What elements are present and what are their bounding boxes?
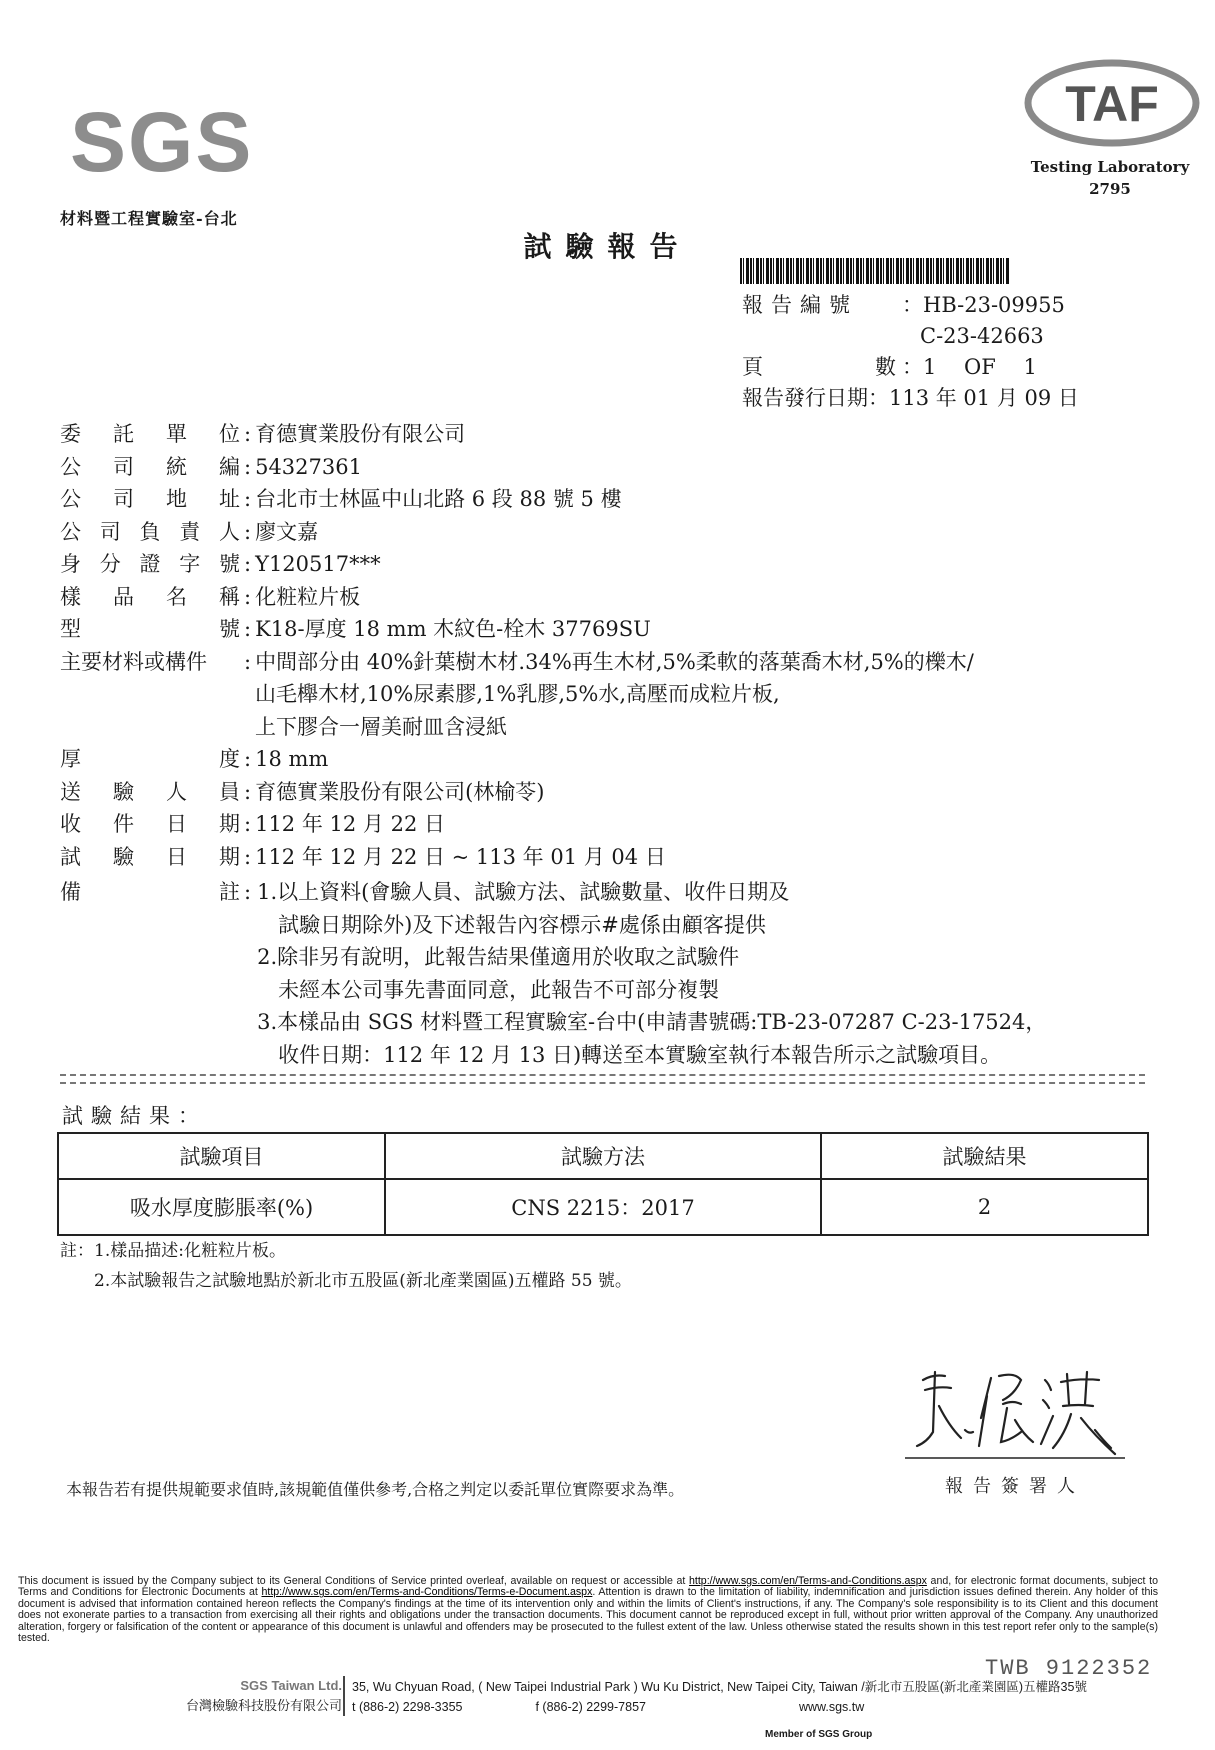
member-of-group: Member of SGS Group bbox=[765, 1729, 873, 1740]
field-label: 公 司 統 編 bbox=[60, 454, 240, 479]
fax-number: f (886-2) 2299-7857 bbox=[535, 1700, 646, 1714]
results-table bbox=[57, 1132, 1149, 1236]
field-label: 厚 度 bbox=[60, 747, 240, 771]
field-value: 54327361 bbox=[255, 454, 362, 479]
results-header-method: 試驗方法 bbox=[385, 1133, 821, 1179]
field-label: 公 司 負 責 人 bbox=[60, 519, 240, 544]
company-address: 35, Wu Chyuan Road, ( New Taipei Industrial Park ) Wu Ku District, New Taipei City, Taiwan /新北市五股區(新北產業園區)五權路35號 bbox=[352, 1680, 1087, 1694]
results-label: 試驗結果： bbox=[62, 1104, 207, 1128]
material-continued: 上下膠合一層美耐皿含浸紙 bbox=[255, 714, 507, 739]
taf-logo bbox=[1020, 55, 1200, 155]
field-row: 送 驗 人 員 : 育德實業股份有限公司(林榆苓) bbox=[60, 776, 974, 809]
specification-disclaimer: 本報告若有提供規範要求值時,該規範值僅供參考,合格之判定以委託單位實際要求為準。 bbox=[66, 1480, 685, 1499]
page-label-2: 數 bbox=[875, 355, 896, 379]
page-label: 頁 bbox=[742, 355, 763, 379]
field-row: 厚 度 : 18 mm bbox=[60, 743, 974, 776]
phone-number: t (886-2) 2298-3355 bbox=[352, 1700, 463, 1714]
legal-text-3: . Attention is drawn to the limitation of liability, indemnification and jurisdiction issues defined therein. Any holder of this document is advised that information contained hereon reflects the Company's findings at the time of its intervention only and within the limits of Client's instructions, if any. The Company's sole responsibility is to its Client and this document does not exonerate parties to a transaction from exercising all their rights and obligations under the transaction documents. This document cannot be reproduced except in full, without prior written approval of the Company. Any unauthorized alteration, forgery or falsification of the content or appearance of this document is unlawful and offenders may be prosecuted to the fullest extent of the law. Unless otherwise stated the results shown in this test report refer only to the sample(s) tested. bbox=[18, 1586, 1159, 1645]
barcode bbox=[740, 258, 1010, 284]
remark-line: 未經本公司事先書面同意，此報告不可部分複製 bbox=[257, 977, 720, 1002]
issue-date: ：113 年 01 月 09 日 bbox=[868, 386, 1079, 410]
report-meta bbox=[742, 290, 1079, 414]
remark-line: 2.除非另有說明，此報告結果僅適用於收取之試驗件 bbox=[257, 945, 740, 969]
field-value: 化粧粒片板 bbox=[255, 584, 361, 609]
field-value: Y120517*** bbox=[255, 552, 381, 576]
table-notes bbox=[60, 1236, 632, 1296]
field-value: 台北市士林區中山北路 6 段 88 號 5 樓 bbox=[255, 487, 622, 511]
lab-name: 材料暨工程實驗室-台北 bbox=[60, 209, 238, 228]
table-note-1: 註：1.樣品描述:化粧粒片板。 bbox=[60, 1241, 286, 1261]
taf-label: Testing Laboratory bbox=[1030, 158, 1190, 176]
result-item: 吸水厚度膨脹率(%) bbox=[58, 1179, 385, 1235]
field-row: 公 司 統 編 : 54327361 bbox=[60, 451, 974, 484]
field-value: 廖文嘉 bbox=[255, 519, 319, 544]
material-continued: 山毛櫸木材,10%尿素膠,1%乳膠,5%水,高壓而成粒片板, bbox=[255, 682, 780, 706]
field-value: 育德實業股份有限公司(林榆苓) bbox=[255, 779, 545, 804]
table-note-2: 2.本試驗報告之試驗地點於新北市五股區(新北產業園區)五權路 55 號。 bbox=[60, 1271, 632, 1291]
field-value: 112 年 12 月 22 日 bbox=[255, 812, 445, 836]
field-row: 主要材料或構件 : 中間部分由 40%針葉樹木材.34%再生木材,5%柔軟的落葉喬木材,5%的櫟木/ bbox=[60, 646, 974, 679]
field-label: 收 件 日 期 bbox=[60, 812, 240, 836]
field-row: 樣 品 名 稱 : 化粧粒片板 bbox=[60, 581, 974, 614]
field-value: K18-厚度 18 mm 木紋色-栓木 37769SU bbox=[255, 617, 651, 641]
result-value: 2 bbox=[821, 1179, 1148, 1235]
document-serial: TWB 9122352 bbox=[985, 1656, 1153, 1681]
report-number-label: 報告編號 bbox=[742, 293, 858, 317]
field-label: 主要材料或構件 bbox=[60, 649, 207, 674]
remarks: 備 註 : 1.以上資料(會驗人員、試驗方法、試驗數量、收件日期及 試驗日期除外)及下述報告內容標示#處係由顧客提供 2.除非另有說明，此報告結果僅適用於收取之試驗件 未經本公司事先書面同意，此報告不可部分複製 3.本樣品由 SGS 材料暨工程實驗室-台中(申請書號碼:TB-23-07287 C-23-17524， 收件日期：112 年 12 月 13 日)轉送至本實驗室執行本報告所示之試驗項目。 bbox=[60, 876, 1046, 1071]
field-row: 收 件 日 期 : 112 年 12 月 22 日 bbox=[60, 808, 974, 841]
field-row: 公 司 負 責 人 : 廖文嘉 bbox=[60, 516, 974, 549]
taf-caption bbox=[1025, 156, 1195, 200]
footer-company bbox=[120, 1676, 342, 1716]
field-value: 18 mm bbox=[255, 747, 329, 771]
field-row: 試 驗 日 期 : 112 年 12 月 22 日 ~ 113 年 01 月 04 日 bbox=[60, 841, 974, 874]
footer-divider bbox=[343, 1676, 345, 1716]
svg-text:TAF: TAF bbox=[1065, 76, 1159, 132]
field-label: 公 司 地 址 bbox=[60, 487, 240, 511]
remark-line: 3.本樣品由 SGS 材料暨工程實驗室-台中(申請書號碼:TB-23-07287 C-23-17524， bbox=[257, 1010, 1047, 1034]
report-number-2: C-23-42663 bbox=[920, 324, 1044, 348]
e-document-terms-link[interactable]: http://www.sgs.com/en/Terms-and-Conditions/Terms-e-Document.aspx bbox=[261, 1586, 593, 1599]
field-label: 樣 品 名 稱 bbox=[60, 584, 240, 609]
field-value: 育德實業股份有限公司 bbox=[255, 422, 466, 446]
field-row: 公 司 地 址 : 台北市士林區中山北路 6 段 88 號 5 樓 bbox=[60, 483, 974, 516]
field-value: 中間部分由 40%針葉樹木材.34%再生木材,5%柔軟的落葉喬木材,5%的櫟木/ bbox=[255, 649, 974, 674]
field-label: 型 號 bbox=[60, 617, 240, 641]
company-name-zh: 台灣檢驗科技股份有限公司 bbox=[185, 1698, 342, 1713]
remarks-label: 備 註 bbox=[60, 880, 240, 904]
remark-line: 試驗日期除外)及下述報告內容標示#處係由顧客提供 bbox=[257, 912, 766, 937]
issue-date-label: 報告發行日期 bbox=[742, 386, 868, 410]
sgs-logo: SGS bbox=[70, 95, 254, 189]
report-number-1: ：HB-23-09955 bbox=[902, 293, 1065, 317]
company-name-en: SGS Taiwan Ltd. bbox=[240, 1678, 342, 1693]
field-label: 委 託 單 位 bbox=[60, 422, 240, 446]
terms-link[interactable]: http://www.sgs.com/en/Terms-and-Conditions.aspx bbox=[689, 1575, 927, 1587]
results-header-result: 試驗結果 bbox=[821, 1133, 1148, 1179]
field-value: 112 年 12 月 22 日 ~ 113 年 01 月 04 日 bbox=[255, 844, 666, 869]
sample-info bbox=[60, 418, 974, 873]
results-header-item: 試驗項目 bbox=[58, 1133, 385, 1179]
legal-notice bbox=[18, 1576, 1158, 1644]
footer-contact bbox=[352, 1677, 1087, 1717]
legal-text-2: and, for electronic format documents, subject to Terms and Conditions for Electronic Documents at bbox=[18, 1575, 1158, 1599]
field-row: 委 託 單 位 : 育德實業股份有限公司 bbox=[60, 418, 974, 451]
legal-text-1: This document is issued by the Company subject to its General Conditions of Service printed overleaf, available on request or accessible at bbox=[18, 1575, 690, 1587]
section-divider bbox=[60, 1074, 1145, 1084]
table-row bbox=[58, 1179, 1148, 1235]
field-label: 試 驗 日 期 bbox=[60, 844, 240, 869]
page-title: 試驗報告 bbox=[523, 230, 692, 263]
field-label: 送 驗 人 員 bbox=[60, 779, 240, 804]
remark-line: 收件日期：112 年 12 月 13 日)轉送至本實驗室執行本報告所示之試驗項目。 bbox=[257, 1042, 1002, 1067]
signature bbox=[895, 1360, 1135, 1470]
result-method: CNS 2215：2017 bbox=[385, 1179, 821, 1235]
page-count: ：1 OF 1 bbox=[902, 355, 1037, 379]
field-row: 身 分 證 字 號 : Y120517*** bbox=[60, 548, 974, 581]
taf-number: 2795 bbox=[1089, 180, 1131, 198]
field-row: 型 號 : K18-厚度 18 mm 木紋色-栓木 37769SU bbox=[60, 613, 974, 646]
website[interactable]: www.sgs.tw bbox=[798, 1700, 865, 1714]
signatory-label: 報告簽署人 bbox=[945, 1476, 1085, 1497]
remark-line: 1.以上資料(會驗人員、試驗方法、試驗數量、收件日期及 bbox=[257, 880, 790, 904]
field-label: 身 分 證 字 號 bbox=[60, 552, 240, 576]
